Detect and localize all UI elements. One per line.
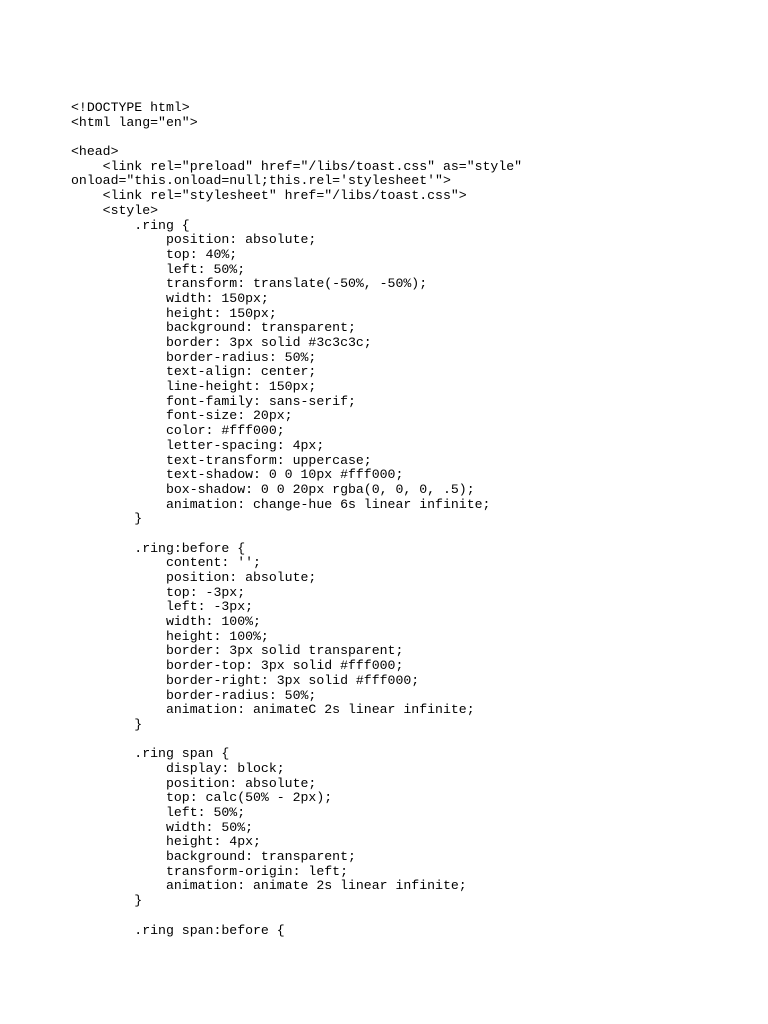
code-line: border-radius: 50%; xyxy=(71,687,317,703)
code-line: top: -3px; xyxy=(71,584,246,600)
code-line: border: 3px solid #3c3c3c; xyxy=(71,335,372,350)
code-line: left: 50%; xyxy=(71,805,246,820)
code-line: <style> xyxy=(71,202,159,218)
code-line: position: absolute; xyxy=(71,570,317,585)
code-line: border-right: 3px solid #fff000; xyxy=(71,672,420,688)
code-line: font-family: sans-serif; xyxy=(71,393,356,409)
code-line: .ring { xyxy=(71,217,190,233)
code-line: text-shadow: 0 0 10px #fff000; xyxy=(71,467,404,483)
code-line: width: 100%; xyxy=(71,614,261,630)
code-line: height: 150px; xyxy=(71,305,277,321)
code-line: border-top: 3px solid #fff000; xyxy=(71,658,404,674)
code-line: line-height: 150px; xyxy=(71,379,317,395)
code-line: top: calc(50% - 2px); xyxy=(71,790,333,806)
code-listing xyxy=(71,101,751,938)
code-line: background: transparent; xyxy=(71,320,356,336)
code-line: box-shadow: 0 0 20px rgba(0, 0, 0, .5); xyxy=(71,481,475,497)
code-line: <head> xyxy=(71,144,119,160)
code-line: letter-spacing: 4px; xyxy=(71,437,325,453)
code-line: width: 150px; xyxy=(71,290,269,306)
code-line: border: 3px solid transparent; xyxy=(71,643,404,659)
code-line: transform: translate(-50%, -50%); xyxy=(71,276,428,292)
code-line: <link rel="stylesheet" href="/libs/toast.css"> xyxy=(71,188,467,204)
code-line: <html lang="en"> xyxy=(71,114,198,130)
code-line: font-size: 20px; xyxy=(71,408,293,424)
code-line: background: transparent; xyxy=(71,849,356,865)
code-line: } xyxy=(71,511,143,527)
code-line: text-transform: uppercase; xyxy=(71,452,372,468)
code-line: left: -3px; xyxy=(71,599,254,615)
code-line: .ring span:before { xyxy=(71,922,285,938)
code-line: width: 50%; xyxy=(71,819,254,835)
code-line: left: 50%; xyxy=(71,261,246,277)
code-line: border-radius: 50%; xyxy=(71,349,317,365)
code-line: .ring span { xyxy=(71,746,230,762)
code-line xyxy=(71,733,751,748)
code-line xyxy=(71,527,751,542)
code-line: animation: animate 2s linear infinite; xyxy=(71,878,467,894)
code-line: } xyxy=(71,716,143,732)
code-line: color: #fff000; xyxy=(71,423,285,439)
code-line: display: block; xyxy=(71,760,285,776)
code-line: } xyxy=(71,893,143,909)
code-line: text-align: center; xyxy=(71,364,317,380)
code-line: height: 100%; xyxy=(71,628,269,644)
code-line xyxy=(71,130,751,145)
code-line: .ring:before { xyxy=(71,540,246,556)
code-line: height: 4px; xyxy=(71,834,261,850)
code-line: onload="this.onload=null;this.rel='stylesheet'"> xyxy=(71,173,451,189)
code-line: <!DOCTYPE html> xyxy=(71,100,190,115)
code-line: position: absolute; xyxy=(71,775,317,791)
code-line xyxy=(71,909,751,924)
code-line: animation: animateC 2s linear infinite; xyxy=(71,702,475,718)
code-line: content: ''; xyxy=(71,555,261,571)
code-line: <link rel="preload" href="/libs/toast.css" as="style" xyxy=(71,158,523,174)
code-line: transform-origin: left; xyxy=(71,863,348,879)
code-line: top: 40%; xyxy=(71,246,238,262)
code-line: position: absolute; xyxy=(71,232,317,248)
code-line: animation: change-hue 6s linear infinite; xyxy=(71,496,491,512)
